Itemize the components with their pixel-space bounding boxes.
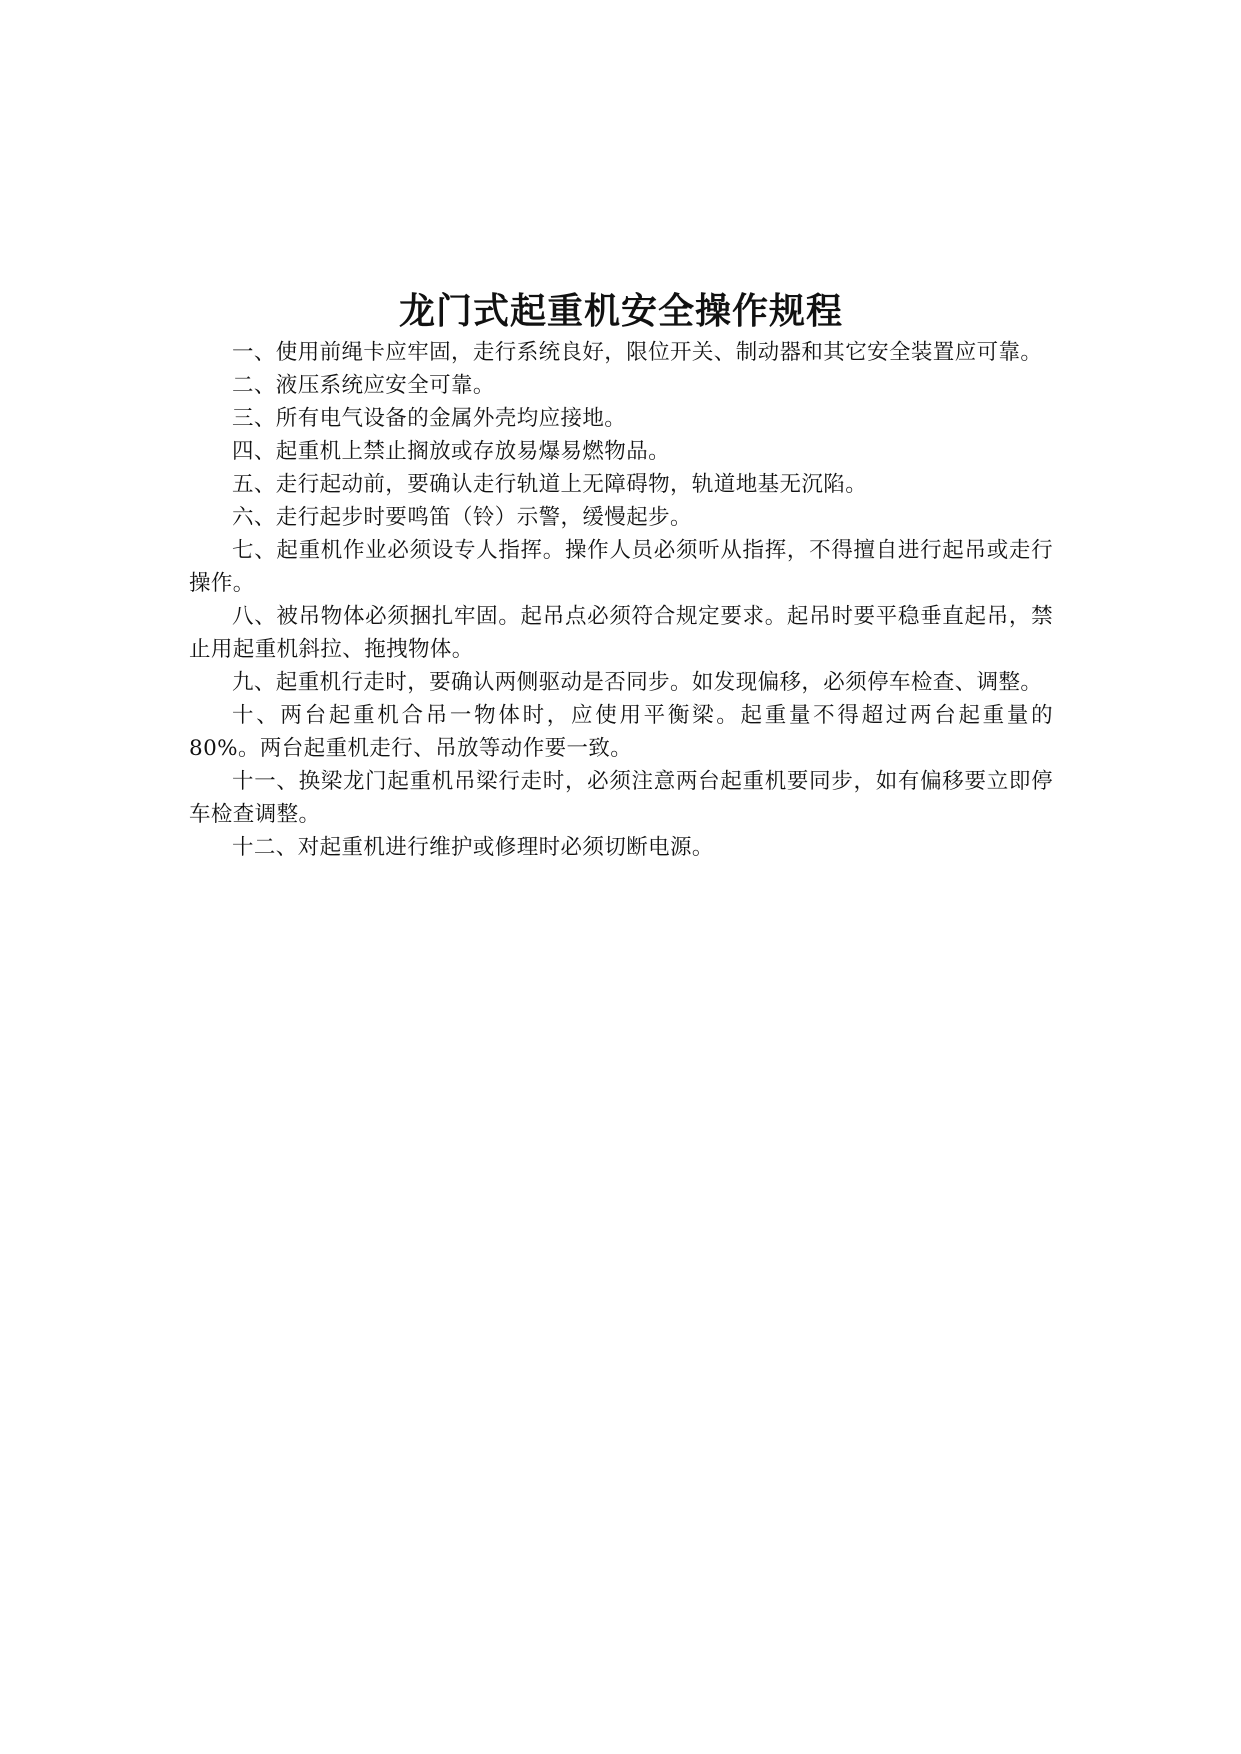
regulation-item-1: 一、使用前绳卡应牢固，走行系统良好，限位开关、制动器和其它安全装置应可靠。 [232, 340, 1043, 365]
regulation-item-4: 四、起重机上禁止搁放或存放易爆易燃物品。 [232, 439, 671, 464]
regulation-item-3: 三、所有电气设备的金属外壳均应接地。 [232, 406, 627, 431]
regulation-item-10: 十、两台起重机合吊一物体时，应使用平衡梁。起重量不得超过两台起重量的 80%。两台起重机走行、吊放等动作要一致。 [189, 703, 1053, 761]
regulation-item-6: 六、走行起步时要鸣笛（铃）示警，缓慢起步。 [232, 505, 692, 530]
regulation-item-8: 八、被吊物体必须捆扎牢固。起吊点必须符合规定要求。起吊时要平稳垂直起吊，禁止用起重机斜拉、拖拽物体。 [189, 604, 1053, 662]
document-page [189, 288, 1053, 864]
regulation-item-2: 二、液压系统应安全可靠。 [232, 373, 495, 398]
regulation-item-5: 五、走行起动前，要确认走行轨道上无障碍物，轨道地基无沉陷。 [232, 472, 868, 497]
document-title: 龙门式起重机安全操作规程 [398, 291, 843, 332]
regulation-item-11: 十一、换梁龙门起重机吊梁行走时，必须注意两台起重机要同步，如有偏移要立即停车检查调整。 [189, 769, 1053, 827]
regulation-item-12: 十二、对起重机进行维护或修理时必须切断电源。 [232, 835, 714, 860]
regulation-item-7: 七、起重机作业必须设专人指挥。操作人员必须听从指挥，不得擅自进行起吊或走行操作。 [189, 538, 1053, 596]
regulation-list [189, 336, 1053, 864]
regulation-item-9: 九、起重机行走时，要确认两侧驱动是否同步。如发现偏移，必须停车检查、调整。 [232, 670, 1043, 695]
